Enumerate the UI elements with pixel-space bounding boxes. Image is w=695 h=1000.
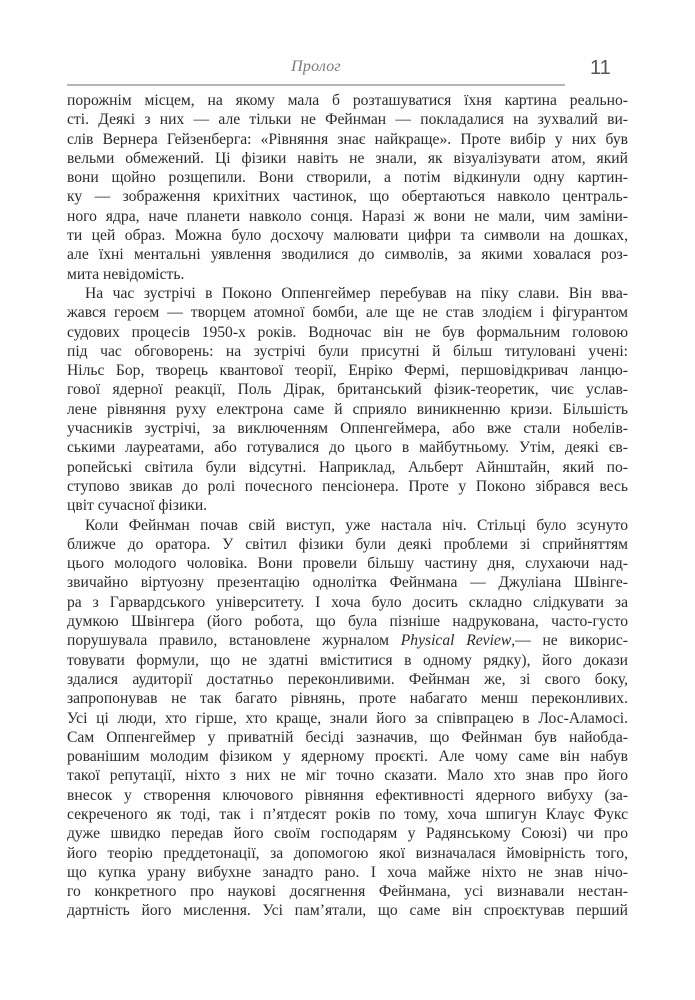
text-line: Усі ці люди, хто гірше, хто краще, знали його за співпрацею в Лос-Аламосі. [67,709,628,727]
header-rule [67,84,565,86]
text-line: ближче до оратора. У світил фізики були деякі проблеми зі сприйняттям [67,535,628,553]
text-line: На час зустрічі в Поконо Оппенгеймер перебував на піку слави. Він вва- [85,284,628,302]
text-line: звичайно віртуозну презентацію однолітка Фейнмана — Джуліана Швінге- [67,574,628,592]
text-line: внесок у створення ключового рівняння ефективності ядерного вибуху (за- [67,786,628,804]
body-text [67,91,628,921]
text-line: вельми обмежений. Ці фізики навіть не знали, як візуалізувати атом, який [67,149,628,167]
text-fragment: порушувала правило, встановлене журналом [67,632,401,650]
text-line: дартність його мислення. Усі пам’ятали, що саме він спроєктував перший [67,902,628,920]
page-number: 11 [590,57,611,79]
text-line: цвіт сучасної фізики. [67,497,208,515]
text-fragment: ,— не викорис- [511,632,628,650]
text-line: під час обговорень: на зустрічі були присутні й більш титуловані учені: [67,342,628,360]
text-line: такої репутації, ніхто з них не міг точно сказати. Мало хто знав про його [67,767,628,785]
journal-title: Physical Review [400,632,512,650]
text-line: ступово звикав до ролі почесного пенсіонера. Проте у Поконо зібрався весь [67,477,628,495]
text-line: його теорію преддетонації, за допомогою якої визначалася ймовірність того, [67,844,628,862]
text-line: ра з Гарвардського університету. І хоча було досить складно слідкувати за [67,593,628,611]
text-line: го конкретного про наукові досягнення Фейнмана, усі визнавали нестан- [67,883,628,901]
text-line: ськими лауреатами, або готувалися до цього в майбутньому. Утім, деякі єв- [67,439,628,457]
text-line: жався героєм — творцем атомної бомби, але ще не став злодієм і фігурантом [67,304,628,322]
text-line: вони щойно розщепили. Вони створили, а потім відкинули одну картин- [67,169,628,187]
text-line: ного ядра, наче планети навколо сонця. Наразі ж вони не мали, чим заміни- [67,207,628,225]
text-line: судових процесів 1950-х років. Водночас він не був формальним головою [67,323,628,341]
paragraph-1 [67,91,628,284]
text-line-with-journal [67,631,628,650]
text-line: гової ядерної реакції, Поль Дірак, британський фізик-теоретик, чиє услав- [67,381,628,399]
text-line: порожнім місцем, на якому мала б розташуватися їхня картина реально- [67,92,628,109]
text-line: цього молодого чоловіка. Вони провели більшу частину дня, слухаючи над- [67,555,628,573]
text-line: що купка урану вибухне занадто рано. І хоча майже ніхто не знав нічо- [67,863,628,881]
text-line: мита невідомість. [67,265,185,283]
text-line: ку — зображення крихітних частинок, що обертаються навколо централь- [67,188,628,206]
text-line: секреченого як тоді, так і п’ятдесят років по тому, хоча шпигун Клаус Фукс [67,805,628,823]
text-line: рованішим молодим фізиком у ядерному проєкті. Але чому саме він набув [67,748,628,766]
text-line: товувати формули, що не здатні вміститися в одному рядку), його докази [67,651,628,669]
text-line: Сам Оппенгеймер у приватній бесіді зазначив, що Фейнман був найобда- [67,728,628,746]
text-line: але їхні ментальні уявлення зводилися до символів, за якими ховалася роз- [67,246,628,264]
text-line: дуже швидко передав його своїм господарям у Радянському Союзі) чи про [67,825,628,843]
text-line: думкою Швінгера (його робота, що була пізніше надрукована, часто-густо [67,613,628,631]
text-line: здалися аудиторії достатньо переконливими. Фейнман же, зі свого боку, [67,670,628,688]
paragraph-3 [67,516,628,921]
text-line: ти цей образ. Можна було досхочу малювати цифри та символи на дошках, [67,227,628,245]
text-line: учасників зустрічі, за виключенням Оппенгеймера, або вже стали нобелів- [67,420,628,438]
text-line: Коли Фейнман почав свій виступ, уже настала ніч. Стільці було зсунуто [85,516,628,534]
text-line: Нільс Бор, творець квантової теорії, Енріко Фермі, першовідкривач ланцю- [67,362,628,380]
running-head-title: Пролог [291,58,341,75]
text-line: сті. Деякі з них — але тільки не Фейнман — покладалися на зухвалий ви- [67,111,628,129]
text-line: ропейські світила були відсутні. Наприклад, Альберт Айнштайн, який по- [67,458,628,476]
text-line: лене рівняння руху електрона саме й сприяло виникненню кризи. Більшість [67,400,628,418]
text-line: слів Вернера Гейзенберга: «Рівняння знає найкраще». Проте вибір у них був [67,130,628,148]
paragraph-2 [67,284,628,516]
text-line: запропонував не так багато рівнянь, проте набагато менш переконливих. [67,690,628,708]
